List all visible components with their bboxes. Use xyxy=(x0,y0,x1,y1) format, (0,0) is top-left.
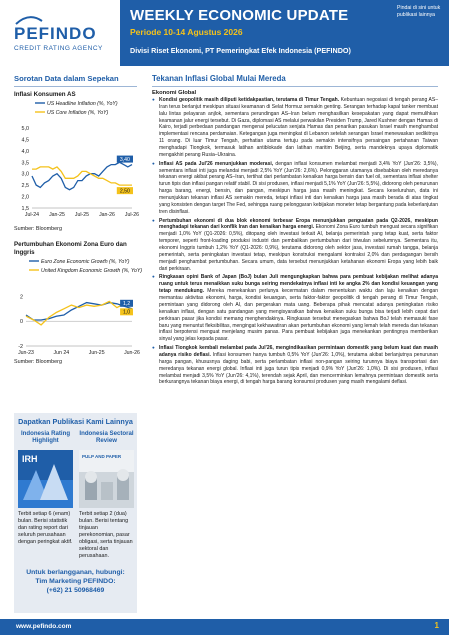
promo-title: Dapatkan Publikasi Kami Lainnya xyxy=(18,417,133,426)
x-tick-label: Jul-25 xyxy=(74,212,90,219)
qr-note[interactable]: Pindai di sini untuk publikasi lainnya xyxy=(397,5,441,18)
y-tick-label: 4,0 xyxy=(21,149,29,156)
y-tick-label: 0 xyxy=(20,319,23,326)
y-tick-label: 5,0 xyxy=(21,126,29,133)
legend-label: US Headline Inflation (%, YoY) xyxy=(47,101,118,108)
y-tick-label: 4,5 xyxy=(21,137,29,144)
chart1-source: Sumber: Bloomberg xyxy=(14,226,62,233)
legend-label: US Core Inflation (%, YoY) xyxy=(47,110,109,117)
brand-tagline: CREDIT RATING AGENCY xyxy=(14,45,103,52)
bullet-lead: Inflasi Tiongkok kembali melambat pada Jul'26, mengindikasikan permintaan domestik yang belum kuat dan masih adanya risiko deflasi. xyxy=(159,345,438,358)
us-inflation-chart xyxy=(14,100,140,225)
brand-name: PEFINDO xyxy=(14,24,97,43)
x-tick-label: Jun-26 xyxy=(124,350,140,357)
bullet-list xyxy=(152,97,438,386)
chart1-title: Inflasi Konsumen AS xyxy=(14,91,76,98)
divider xyxy=(14,86,137,87)
page-number: 1 xyxy=(434,621,439,630)
irh-cover-image[interactable] xyxy=(18,450,73,508)
contact-line2: Tim Marketing PEFINDO: xyxy=(35,578,116,586)
x-tick-label: Jul-24 xyxy=(24,212,40,219)
bullet-text: Kebuntuan negosiasi di tengah perang AS–Iran terus berlanjut meskipun situasi keamanan di Selat Hormuz semakin genting. Serangan terhadap kapal tanker membuat lalu lintas pelayaran anjlok, sementara perundingan AS–Iran belum menghasilkan kesepakatan yang dapat memulihkan keamanan jalur energi tersebut. Di Gaza, diplomasi AS melalui perwakilan Presiden Trump, Jared Kushner dengan Hamas di Kairo, terjadi perbedaan pandangan mengenai pelucutan senjata Hamas dan penarikan pasukan Israel masih menghambat implementasi rencana perdamaian. Ketegangan juga meningkat di Lebanon setelah serangan Israel menewaskan sedikitnya 11 orang. Di luar Timur Tengah, perhatian utama tertuju pada semakin intensifnya persaingan pertahanan Taiwan menghadapi Tiongkok, termasuk latihan antiblokade dan latihan maritim Beijing, serta mandeknya upaya diplomatik mengakhiri perang Rusia–Ukraina. xyxy=(159,97,438,158)
contact-phone[interactable]: (+62) 21 50968469 xyxy=(46,587,105,595)
y-tick-label: 2,0 xyxy=(21,195,29,202)
promo-irh-title: Indonesia Rating Highlight xyxy=(20,430,71,445)
x-tick-label: Jan-25 xyxy=(49,212,65,219)
main-column xyxy=(152,74,438,388)
report-period: Periode 10-14 Agustus 2026 xyxy=(130,27,243,37)
bullet-text: Mereka menekankan perlunya kecermatan dalam menentukan waktu dan laju kenaikan dengan memantau aktivitas ekonomi, harga, kondisi keuangan, serta faktor-faktor geopolitik di tengah perang di Timur Tengah, permintaan yang didorong oleh AI, dan pergerakan mata uang. Beberapa pihak mencatat adanya peningkatan risiko kenaikan inflasi, dengan satu pandangan yang mengisyaratkan bahwa kenaikan suku bunga bisa terjadi lebih cepat dari perkiraan pasar jika kondisi memang menghendakinya. Ringkasan tersebut menegaskan bahwa BoJ telah memasuki fase baru yang menuntut fleksibilitas, mengingat kekhawatiran akan pertumbuhan ekonomi yang lemah telah mereda dan tekanan inflasi berpotensi menguat menjelang musim panas. Para pembuat kebijakan juga menekankan pentingnya memberikan sinyal yang jelas kepada pasar. xyxy=(159,288,438,343)
contact-info xyxy=(18,568,133,596)
bullet-lead: Ringkasan opini Bank of Japan (BoJ) bulan Juli mengungkapkan bahwa para pembuat kebijakan melihat adanya ruang untuk terus menaikkan suku bunga seiring mendekatnya inflasi inti ke angka 2% dan kondisi keuangan yang tetap mendukung. xyxy=(159,274,438,295)
x-tick-label: Jun-25 xyxy=(88,350,105,357)
isr-cover-image[interactable] xyxy=(79,450,134,508)
bullet-item xyxy=(152,218,438,273)
end-value-label: 3,40 xyxy=(119,157,130,164)
y-tick-label: 2,5 xyxy=(21,183,29,190)
report-title: WEEKLY ECONOMIC UPDATE xyxy=(130,7,349,24)
series-line xyxy=(26,303,132,320)
report-division: Divisi Riset Ekonomi, PT Pemeringkat Efek Indonesia (PEFINDO) xyxy=(130,46,351,55)
legend-label: Euro Zone Economic Growth (%, YoY) xyxy=(41,259,130,266)
section-heading: Ekonomi Global xyxy=(152,90,197,96)
end-value-label: 2,50 xyxy=(119,188,130,195)
logo-arc-icon xyxy=(14,15,44,25)
left-column xyxy=(14,74,143,366)
y-tick-label: 2 xyxy=(20,294,23,301)
promo-isr[interactable] xyxy=(79,430,134,560)
bullet-item xyxy=(152,274,438,343)
europe-growth-chart xyxy=(14,258,143,358)
irh-cover-label: IRH xyxy=(22,454,38,464)
us-inflation-svg xyxy=(14,100,140,225)
end-value-label: 1,2 xyxy=(122,301,131,308)
bullet-text: Ekonomi Zona Euro tumbuh menguat secara signifikan menjadi 1,0% YoY (Q1-2026: 0,5%), ditopang oleh investasi terkait AI, belanja pemerintah yang tetap kuat, serta faktor temporer, seperti front-loading produksi industri dan pembalikan pertumbuhan dari triwulan sebelumnya. Sementara itu, ekonomi Inggris tumbuh 1,2% YoY (Q1-2026: 0,9%), terutama didorong oleh sektor jasa, investasi rumah tangga, belanja pemerintah, serta peningkatan investasi tetap, meskipun konstruksi mengalami kontraksi 2,0% dan perdagangan bersih menjadi penghambat pertumbuhan. Secara umum, data tersebut menunjukkan ketahanan ekonomi Eropa yang lebih baik dari perkiraan. xyxy=(159,224,438,272)
divider xyxy=(152,86,438,87)
bullet-lead: Kondisi geopolitik masih diliputi ketidakpastian, terutama di Timur Tengah. xyxy=(159,97,340,103)
pefindo-logo xyxy=(14,24,104,52)
y-tick-label: 3,0 xyxy=(21,172,29,179)
legend-label: United Kingdom Economic Growth (%, YoY) xyxy=(41,268,143,275)
isr-cover-label: PULP AND PAPER xyxy=(82,454,122,459)
x-tick-label: Jan-26 xyxy=(99,212,115,219)
website-link[interactable]: www.pefindo.com xyxy=(16,623,72,630)
bullet-text: Inflasi konsumen hanya tumbuh 0,5% YoY (Jun'26: 1,0%), terutama akibat berlanjutnya penurunan harga pangan, khususnya daging babi, serta perlambatan inflasi non-pangan seiring turunnya biaya transportasi dan meredanya tekanan energi global. Inflasi inti juga turun tipis menjadi 0,9% YoY (Jun'26: 1,0%). Di sisi produsen, inflasi melambat menjadi 3,5% YoY (Jun'26: 4,1%), terendah sejak April, dan mencerminkan lemahnya permintaan domestik serta berkurangnya tekanan biaya energi, di tengah harga barang konsumsi produsen yang masih mengalami deflasi. xyxy=(159,351,438,386)
chart2-source: Sumber: Bloomberg xyxy=(14,359,62,366)
header-banner xyxy=(120,0,449,66)
promo-irh[interactable] xyxy=(18,430,73,560)
promo-irh-text: Terbit setiap 6 (enam) bulan. Berisi statistik dan rating report dari seluruh perusahaan dengan peringkat aktif. xyxy=(18,511,73,546)
x-tick-label: Jun-23 xyxy=(18,350,34,357)
x-tick-label: Jun 24 xyxy=(53,350,70,357)
contact-line1: Untuk berlangganan, hubungi: xyxy=(26,569,125,577)
publications-promo xyxy=(14,413,137,613)
highlights-title: Sorotan Data dalam Sepekan xyxy=(14,74,119,83)
main-title: Tekanan Inflasi Global Mulai Mereda xyxy=(152,74,286,83)
y-tick-label: 3,5 xyxy=(21,160,29,167)
y-tick-label: 1,5 xyxy=(21,206,29,213)
x-tick-label: Jul-26 xyxy=(124,212,140,219)
chart2-title: Pertumbuhan Ekonomi Zona Euro dan Inggris xyxy=(14,241,127,256)
y-tick-label: -2 xyxy=(18,344,23,351)
bullet-text: dengan inflasi konsumen melambat menjadi 3,4% YoY (Jun'26: 3,5%), sementara inflasi inti juga melandai menjadi 2,5% YoY (Jun'26: 2,6%). Pelonggaran utamanya disebabkan oleh meredanya tekanan energi akibat perang AS–Iran, tertihat dari perlambatan kenaikan harga bensin dan fuel oil, sementara inflasi shelter turun tipis dan inflasi pangan relatif stabil. Di sisi produsen, inflasi menjadi 5,1% YoY (Jun'26: 5,5%), didorong oleh penurunan harga barang, energi, bensin, dan pangan, meskipun harga jasa masih meningkat. Secara keseluruhan, data ini menunjukkan tekanan inflasi AS semakin mereda, tetapi inflasi inti dan kenaikan harga jasa masih berada di atas tingkat yang konsisten dengan target The Fed, sehingga ruang pelonggaran kebijakan moneter tetap bergantung pada keberlanjutan tren disinflasi. xyxy=(159,160,438,215)
bullet-item xyxy=(152,97,438,159)
europe-growth-svg xyxy=(14,258,143,358)
promo-isr-text: Terbit setiap 2 (dua) bulan. Berisi tentang tinjauan perekonomian, pasar obligasi, serta tinjauan sektoral dan perusahaan. xyxy=(79,511,133,560)
series-line xyxy=(32,167,132,185)
end-value-label: 1,0 xyxy=(122,309,131,316)
footer-bar xyxy=(0,619,449,635)
bullet-item xyxy=(152,345,438,386)
bullet-lead: Inflasi AS pada Jul'26 menunjukkan moderasi, xyxy=(159,160,274,167)
promo-isr-title: Indonesia Sectoral Review xyxy=(79,430,134,445)
bullet-item xyxy=(152,161,438,216)
bullet-lead: Pertumbuhan ekonomi di dua blok ekonomi terbesar Eropa menunjukkan penguatan pada Q2-2026, meskipun menghadapi tekanan dari konflik Iran dan kenaikan harga energi. xyxy=(159,217,438,231)
